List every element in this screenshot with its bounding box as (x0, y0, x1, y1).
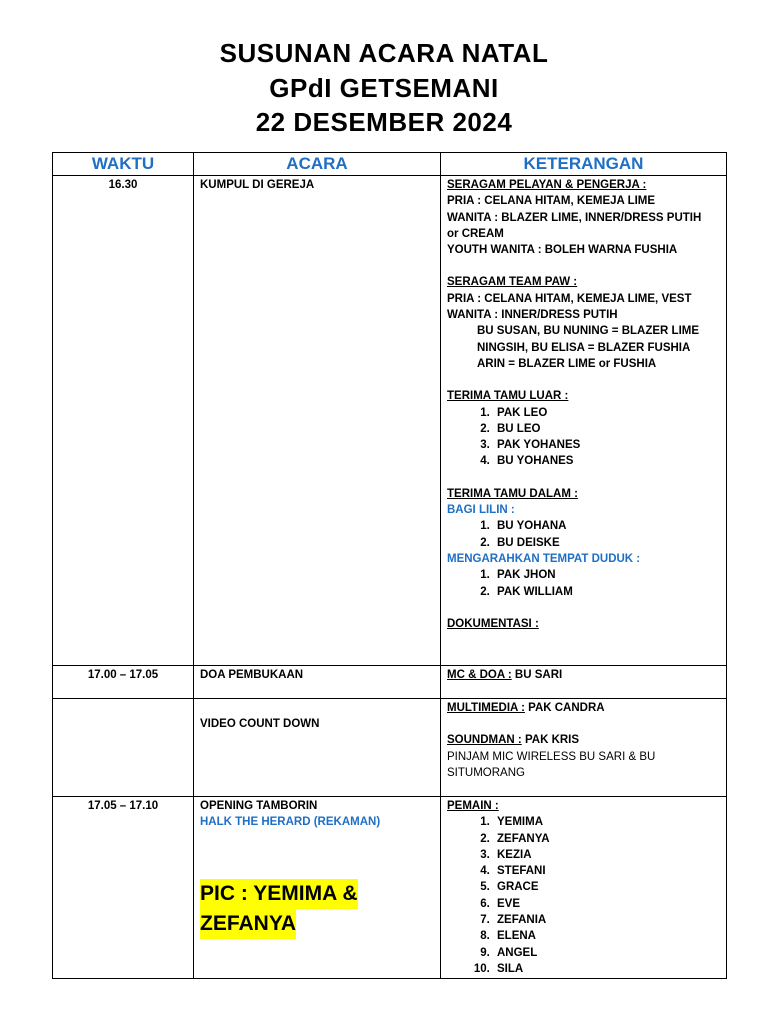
text-line: BU SUSAN, BU NUNING = BLAZER LIME (477, 325, 700, 338)
list-item: 1. PAK LEO (493, 405, 720, 421)
dokumentasi-title: DOKUMENTASI : (447, 617, 539, 630)
mic-note: SITUMORANG (447, 766, 525, 779)
bagi-lilin-list (447, 518, 720, 551)
text-line: NINGSIH, BU ELISA = BLAZER FUSHIA (477, 341, 691, 354)
soundman-label: SOUNDMAN : (447, 734, 522, 747)
mc-value: BU SARI (511, 669, 563, 681)
cell-waktu: 17.00 – 17.05 (53, 666, 194, 699)
bagi-lilin-title: BAGI LILIN : (447, 504, 515, 517)
church-name: GPdI GETSEMANI (269, 73, 499, 103)
list-item: 2. BU DEISKE (493, 535, 720, 551)
cell-acara: KUMPUL DI GEREJA (194, 176, 441, 666)
list-item: 5. GRACE (493, 879, 720, 895)
cell-keterangan (441, 176, 727, 666)
list-item: 10. SILA (493, 961, 720, 977)
multimedia-label: MULTIMEDIA : (447, 702, 525, 714)
tempat-duduk-list (447, 567, 720, 600)
list-item: 2. ZEFANYA (493, 831, 720, 847)
list-item: 1. YEMIMA (493, 814, 720, 830)
cell-waktu: 17.05 – 17.10 (53, 797, 194, 979)
cell-keterangan (441, 699, 727, 797)
text-line: YOUTH WANITA : BOLEH WARNA FUSHIA (447, 244, 678, 257)
seragam-pelayan-title: SERAGAM PELAYAN & PENGERJA : (447, 179, 647, 191)
list-item: 4. STEFANI (493, 863, 720, 879)
header-waktu: WAKTU (53, 153, 194, 176)
list-item: 2. PAK WILLIAM (493, 584, 720, 600)
list-item: 6. EVE (493, 896, 720, 912)
seragam-paw-title: SERAGAM TEAM PAW : (447, 276, 578, 289)
schedule-table (52, 152, 727, 979)
header-acara: ACARA (194, 153, 441, 176)
list-item: 1. BU YOHANA (493, 518, 720, 534)
list-item: 7. ZEFANIA (493, 912, 720, 928)
cell-keterangan (441, 797, 727, 979)
pemain-list (447, 814, 720, 977)
video-countdown: VIDEO COUNT DOWN (200, 718, 320, 730)
pic-line: ZEFANYA (200, 911, 297, 935)
header-keterangan: KETERANGAN (441, 153, 727, 176)
event-date: 22 DESEMBER 2024 (255, 107, 513, 137)
cell-acara (194, 797, 441, 979)
multimedia-value: PAK CANDRA (524, 702, 605, 714)
tamu-luar-list (447, 405, 720, 470)
pic-line: PIC : YEMIMA & (200, 881, 358, 905)
cell-waktu: 16.30 (53, 176, 194, 666)
table-row (53, 176, 727, 666)
list-item: 8. ELENA (493, 928, 720, 944)
mic-note: PINJAM MIC WIRELESS BU SARI & BU (447, 750, 656, 763)
cell-acara: DOA PEMBUKAAN (194, 666, 441, 699)
text-line: PRIA : CELANA HITAM, KEMEJA LIME, VEST (447, 292, 692, 305)
opening-tamborin: OPENING TAMBORIN (200, 800, 318, 812)
text-line: ARIN = BLAZER LIME or FUSHIA (477, 357, 657, 370)
cell-waktu (53, 699, 194, 797)
tempat-duduk-title: MENGARAHKAN TEMPAT DUDUK : (447, 552, 641, 565)
list-item: 3. PAK YOHANES (493, 437, 720, 453)
list-item: 3. KEZIA (493, 847, 720, 863)
list-item: 9. ANGEL (493, 945, 720, 961)
text-line: WANITA : INNER/DRESS PUTIH (447, 309, 618, 322)
song-title: HALK THE HERARD (REKAMAN) (200, 816, 381, 829)
table-row (53, 666, 727, 699)
text-line: PRIA : CELANA HITAM, KEMEJA LIME (447, 195, 656, 208)
tamu-dalam-title: TERIMA TAMU DALAM : (447, 487, 578, 500)
document-title: SUSUNAN ACARA NATAL (219, 38, 549, 68)
mc-label: MC & DOA : (447, 669, 512, 681)
pic-highlight (200, 879, 358, 909)
table-row (53, 797, 727, 979)
table-row (53, 699, 727, 797)
list-item: 2. BU LEO (493, 421, 720, 437)
list-item: 4. BU YOHANES (493, 453, 720, 469)
pic-highlight (200, 909, 296, 939)
tamu-luar-title: TERIMA TAMU LUAR : (447, 390, 569, 403)
text-line: WANITA : BLAZER LIME, INNER/DRESS PUTIH (447, 211, 702, 224)
text-line: or CREAM (447, 227, 504, 240)
soundman-value: PAK KRIS (521, 734, 580, 747)
cell-keterangan (441, 666, 727, 699)
table-header-row (53, 153, 727, 176)
cell-acara (194, 699, 441, 797)
pemain-title: PEMAIN : (447, 800, 499, 812)
list-item: 1. PAK JHON (493, 567, 720, 583)
